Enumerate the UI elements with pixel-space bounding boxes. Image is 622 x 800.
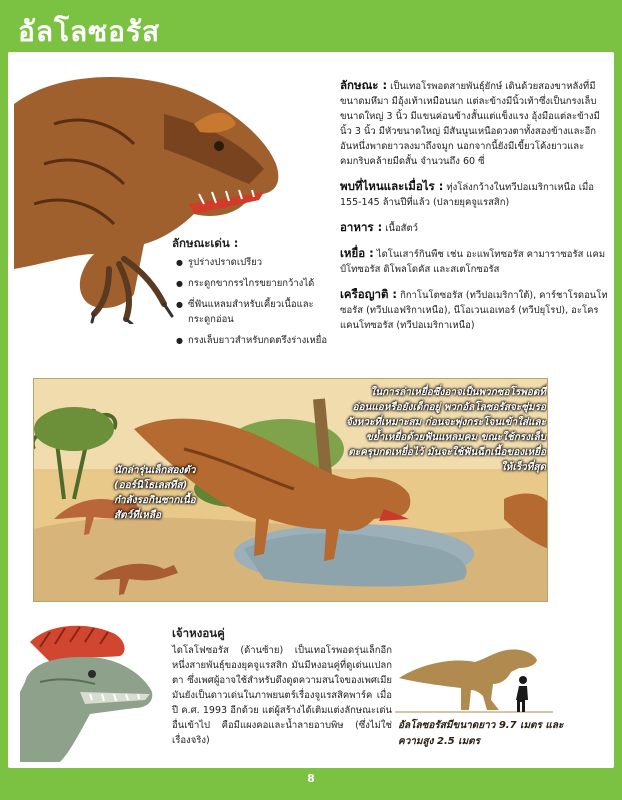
- found-label: พบที่ไหนและเมื่อไร :: [340, 179, 444, 193]
- dilophosaurus-text: ไดโลโฟซอรัส (ด้านซ้าย) เป็นเทอโรพอดรุ่นเล็กอีกหนึ่งสายพันธุ์ของยุคจูแรสสิก มันมีหงอนคู่ที่ดูเด่นแปลกตา ซึ่งเพศผู้อาจใช้สำหรับดึงดูดความสนใจของเพศเมีย มันยังเป็นดาวเด่นในภาพยนตร์เรื่องจูแรสสิคพาร์ค เมื่อปี ค.ศ. 1993 อีกด้วย แต่ผู้สร้างได้เติมแต่งลักษณะเด่นอื่นเข้าไป คือมีแผงคอและน้ำลายอาบพิษ (ซึ่งไม่ใช่เรื่องจริง): [172, 645, 392, 746]
- info-section: [340, 78, 608, 343]
- dilophosaurus-heading: เจ้าหงอนคู่: [172, 626, 225, 640]
- features-heading: ลักษณะเด่น :: [172, 236, 239, 250]
- relatives-block: [340, 287, 608, 333]
- food-text: เนื้อสัตว์: [385, 223, 418, 234]
- page-title: อัลโลซอรัส: [18, 15, 161, 48]
- found-text: ทุ่งโล่งกว้างในทวีปอเมริกาเหนือ เมื่อ 155-145 ล้านปีที่แล้ว (ปลายยุคจูแรสสิก): [340, 182, 594, 208]
- hunting-scene: [33, 378, 548, 602]
- dilophosaurus-section: [172, 626, 392, 748]
- characteristics-label: ลักษณะ :: [340, 78, 388, 92]
- feature-item: ● รูปร่างปราดเปรียว: [172, 255, 330, 270]
- feature-item: ● กระดูกขากรรไกรขยายกว้างได้: [172, 276, 330, 291]
- food-label: อาหาร :: [340, 220, 383, 234]
- food-block: [340, 220, 608, 236]
- characteristics-text: เป็นเทอโรพอดสายพันธุ์ยักษ์ เดินด้วยสองขาหลังที่มีขนาดมหึมา มีอุ้งเท้าเหมือนนก แต่ละข้างมีนิ้วเท้าซึ่งเป็นกรงเล็บขนาดใหญ่ 3 นิ้ว มีแขนค่อนข้างสั้นแต่แข็งแรง อุ้งมือแต่ละข้างมีนิ้ว 3 นิ้ว มีหัวขนาดใหญ่ มีสันนูนเหนือดวงตาทั้งสองข้างและอีกอันหนึ่งพาดยาวลงมาถึงจมูก นอกจากนี้ยังมีเขี้ยวโค้งยาวและคมกริบคล้ายมีดสั้น จำนวนถึง 60 ซี่: [340, 81, 600, 167]
- found-block: [340, 179, 608, 210]
- title-bar: [0, 0, 622, 60]
- size-caption: อัลโลซอรัสมีขนาดยาว 9.7 เมตร และความสูง 2.5 เมตร: [398, 720, 564, 747]
- page-number: 8: [307, 772, 315, 785]
- characteristics-block: [340, 78, 608, 169]
- prey-block: [340, 246, 608, 277]
- relatives-label: เครือญาติ :: [340, 287, 398, 301]
- dilophosaurus-head-illustration: [20, 622, 160, 762]
- scene-caption-left: นักล่ารุ่นเล็กสองตัว (ออร์นิโธเลสทีส) กำลังรอกินซากเนื้อสัตว์ที่เหลือ: [114, 465, 196, 521]
- feature-item: ● ซี่ฟันแหลมสำหรับเคี้ยวเนื้อและกระดูกอ่อน: [172, 297, 330, 327]
- relatives-text: กิกาโนโตซอรัส (ทวีปอเมริกาใต้), คาร์ชาโรดอนโทซอรัส (ทวีปแอฟริกาเหนือ), นีโอเวนเอเทอร์ (ทวีปยุโรป), อะโครแคนโทซอรัส (ทวีปอเมริกาเหนือ): [340, 290, 608, 331]
- prey-label: เหยื่อ :: [340, 246, 374, 260]
- scene-caption-right: ในการล่าเหยื่อซึ่งอาจเป็นพวกซอโรพอดที่อ่อนแอหรือยังเด็กอยู่ พวกอัลโลซอรัสจะซุ่มรอจังหวะที่เหมาะสม ก่อนจะพุ่งกระโจนเข้าใส่และขย้ำเหยื่อด้วยฟันแหลมคม ขณะใช้กรงเล็บตะครุบกดเหยื่อไว้ มันจะใช้ฟันฉีกเนื้อของเหยื่อให้เร็วที่สุด: [346, 387, 546, 473]
- features-section: [172, 236, 330, 354]
- prey-text: ไดโนเสาร์กินพืช เช่น อะแพโทซอรัส คามาราซอรัส แคมป์โทซอรัส ดิโพลโดคัส และสเตโกซอรัส: [340, 249, 606, 275]
- features-list: [172, 255, 330, 348]
- feature-item: ● กรงเล็บยาวสำหรับกดตรึงร่างเหยื่อ: [172, 333, 330, 348]
